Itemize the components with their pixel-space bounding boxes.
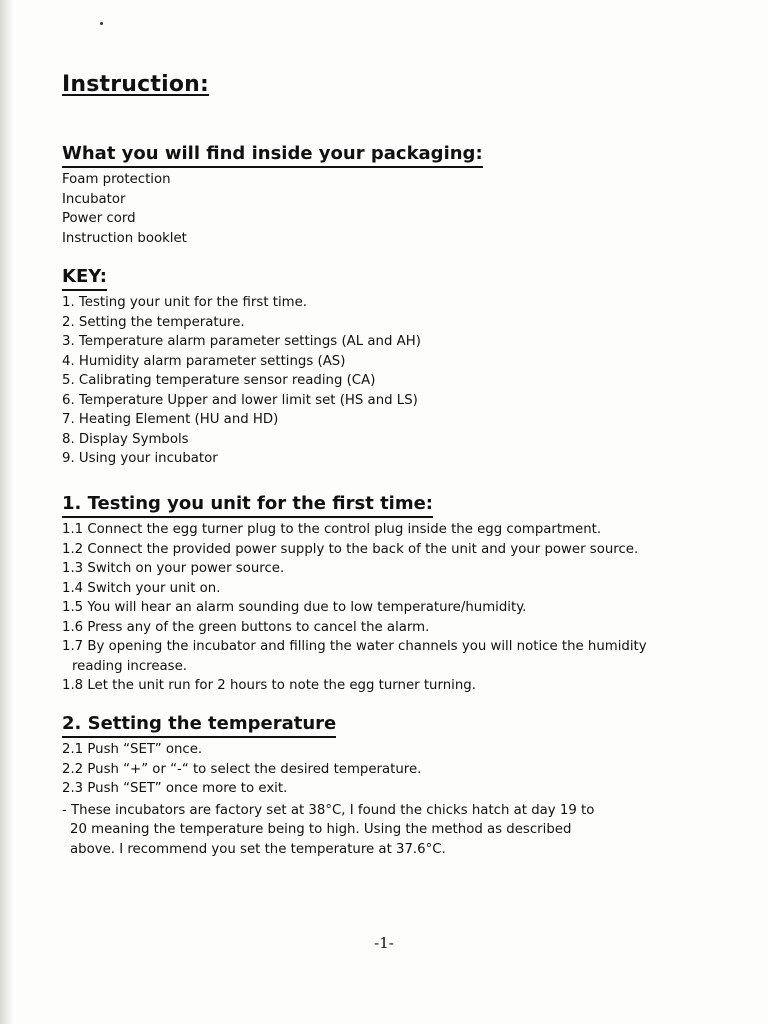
note-line: - These incubators are factory set at 38°C, I found the chicks hatch at day 19 to bbox=[62, 802, 595, 818]
page-number: -1- bbox=[374, 934, 394, 952]
list-item: 9. Using your incubator bbox=[62, 451, 218, 466]
list-item: 2. Setting the temperature. bbox=[62, 314, 245, 330]
testing-heading: 1. Testing you unit for the first time: bbox=[62, 493, 433, 518]
note-line: 20 meaning the temperature being to high. Using the method as described bbox=[70, 822, 572, 837]
list-item: 1.4 Switch your unit on. bbox=[62, 580, 221, 596]
list-item: reading increase. bbox=[72, 658, 188, 674]
page-edge-shadow bbox=[0, 0, 14, 1024]
list-item: 1.1 Connect the egg turner plug to the control plug inside the egg compartment. bbox=[62, 522, 602, 537]
list-item: 8. Display Symbols bbox=[62, 431, 189, 447]
packaging-list bbox=[62, 170, 483, 248]
temperature-note bbox=[62, 801, 594, 860]
key-heading: KEY: bbox=[62, 266, 107, 291]
note-line: above. I recommend you set the temperature at 37.6°C. bbox=[70, 841, 446, 857]
list-item: 4. Humidity alarm parameter settings (AS) bbox=[62, 353, 346, 369]
list-item: 5. Calibrating temperature sensor reading (CA) bbox=[62, 373, 376, 388]
list-item: 2.2 Push “+” or “-“ to select the desired temperature. bbox=[62, 761, 422, 777]
list-item: 1.5 You will hear an alarm sounding due to low temperature/humidity. bbox=[62, 600, 527, 615]
list-item: Power cord bbox=[62, 211, 136, 226]
key-list bbox=[62, 293, 421, 469]
list-item: 1.6 Press any of the green buttons to cancel the alarm. bbox=[62, 619, 430, 635]
setting-section bbox=[62, 713, 594, 859]
list-item: 1.7 By opening the incubator and filling the water channels you will notice the humidity bbox=[62, 639, 647, 654]
testing-steps bbox=[62, 520, 647, 696]
list-item: Foam protection bbox=[62, 172, 171, 187]
list-item: 3. Temperature alarm parameter settings (AL and AH) bbox=[62, 334, 421, 349]
list-item: Incubator bbox=[62, 191, 126, 207]
list-item: 7. Heating Element (HU and HD) bbox=[62, 412, 279, 427]
packaging-heading: What you will find inside your packaging: bbox=[62, 143, 483, 168]
list-item: 2.3 Push “SET” once more to exit. bbox=[62, 781, 288, 796]
page-title: Instruction: bbox=[62, 72, 210, 97]
list-item: Instruction booklet bbox=[62, 230, 187, 246]
list-item: 1.2 Connect the provided power supply to the back of the unit and your power source. bbox=[62, 541, 639, 557]
setting-steps bbox=[62, 740, 594, 799]
list-item: 6. Temperature Upper and lower limit set (HS and LS) bbox=[62, 392, 418, 408]
list-item: 1.8 Let the unit run for 2 hours to note the egg turner turning. bbox=[62, 678, 476, 693]
list-item: 2.1 Push “SET” once. bbox=[62, 742, 203, 757]
packaging-section bbox=[62, 143, 483, 248]
key-section bbox=[62, 266, 421, 469]
list-item: 1. Testing your unit for the first time. bbox=[62, 295, 308, 310]
speck-mark bbox=[100, 22, 103, 25]
list-item: 1.3 Switch on your power source. bbox=[62, 561, 285, 576]
testing-section bbox=[62, 493, 647, 696]
setting-heading: 2. Setting the temperature bbox=[62, 713, 336, 738]
